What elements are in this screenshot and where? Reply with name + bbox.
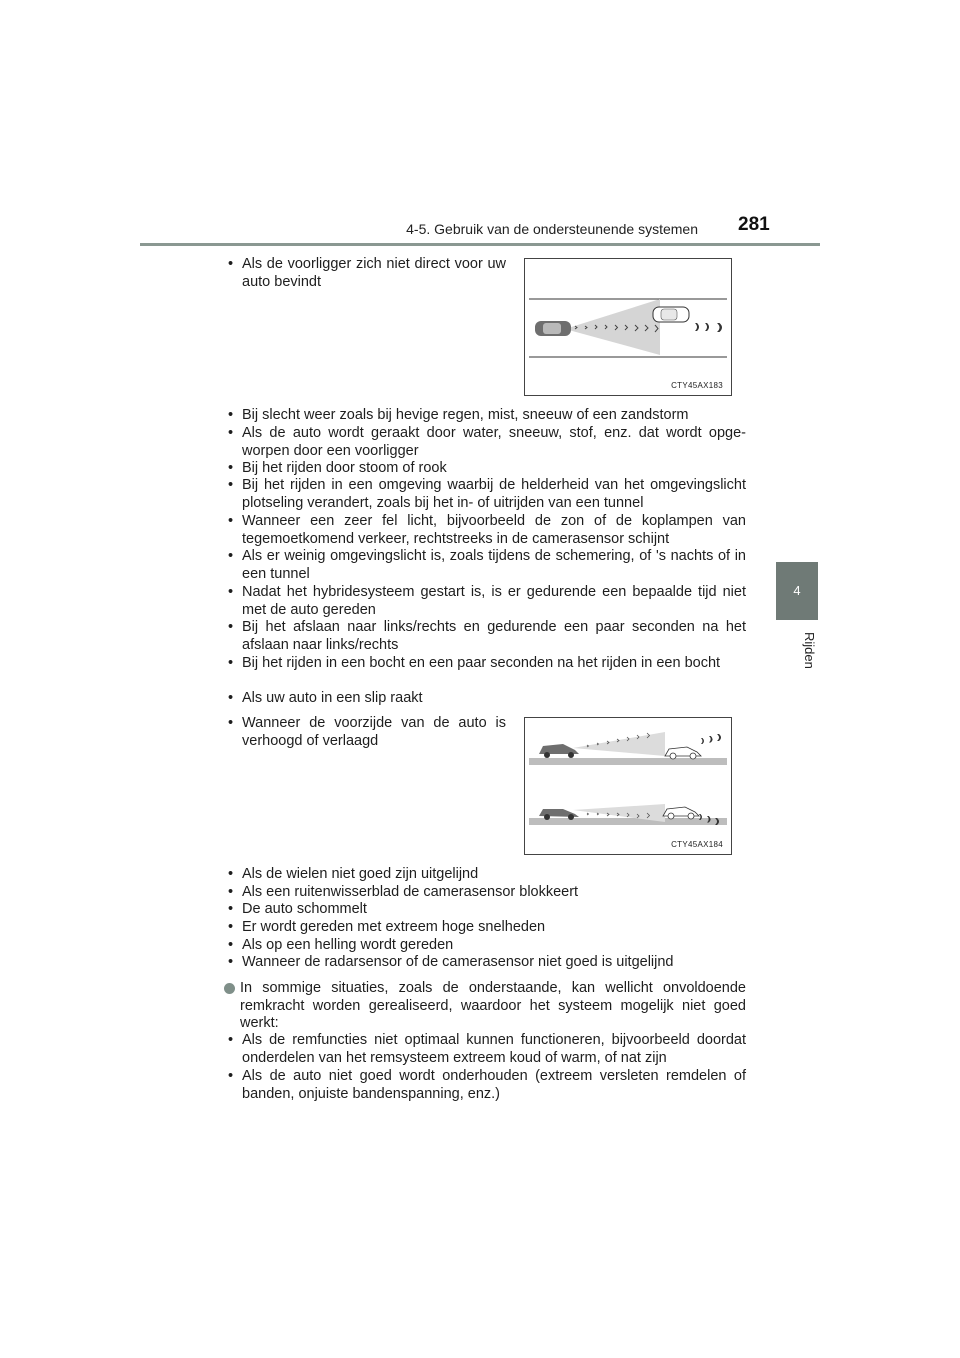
own-car-raised-icon	[539, 744, 579, 758]
figure-code: CTY45AX183	[671, 381, 723, 390]
list-item: • Als de wielen niet goed zijn uitgelijnd	[228, 866, 479, 882]
chapter-tab: 4	[776, 562, 818, 620]
list-item: • Als er weinig omgevingslicht is, zoals tijdens de schemering, of 's nachts of in een tunnel	[228, 548, 746, 582]
list-item: • Als de remfuncties niet optimaal kunnen functioneren, bijvoorbeeld doordat onderdelen van het remsysteem extreem koud of warm, of nat zijn	[228, 1032, 746, 1066]
list-item: • Als uw auto in een slip raakt	[228, 690, 423, 706]
list-item: • Als de auto niet goed wordt onderhouden (extreem versleten remdelen of banden, onjuiste bandenspanning, enz.)	[228, 1068, 746, 1102]
main-point: In sommige situaties, zoals de onderstaande, kan wellicht onvoldoende remkracht worden gerealiseerd, waardoor het systeem mogelijk niet goed werkt:	[224, 980, 746, 1033]
page-number: 281	[738, 214, 770, 235]
own-car-icon	[535, 321, 571, 336]
preceding-car-icon	[653, 307, 689, 322]
list-item: • Wanneer de voorzijde van de auto is verhoogd of verlaagd	[228, 715, 506, 749]
figure-vehicle-pitch	[524, 717, 732, 855]
preceding-car-bottom-icon	[663, 807, 699, 819]
offset-vehicle-illustration	[525, 259, 731, 395]
list-item: • Bij slecht weer zoals bij hevige regen, mist, sneeuw of een zandstorm	[228, 407, 689, 423]
list-item: • Als een ruitenwisserblad de camerasensor blokkeert	[228, 884, 579, 900]
vehicle-pitch-illustration	[525, 718, 731, 854]
chapter-label: Rijden	[802, 632, 817, 669]
list-item: • Wanneer de radarsensor of de camerasensor niet goed is uitgelijnd	[228, 954, 674, 970]
list-item: • Bij het rijden door stoom of rook	[228, 460, 447, 476]
list-item: • Als de voorligger zich niet direct voor uw auto bevindt	[228, 256, 506, 290]
bullet-dot: •	[228, 256, 234, 272]
figure-offset-vehicle	[524, 258, 732, 396]
list-item: • Bij het rijden in een omgeving waarbij de helderheid van het omgevingslicht plotseling verandert, zoals bij het in- of uitrijden van een tunnel	[228, 477, 746, 511]
preceding-car-top-icon	[665, 747, 701, 759]
list-item: • Bij het afslaan naar links/rechts en gedurende een paar seconden na het afslaan naar links/rechts	[228, 619, 746, 653]
section-title: 4-5. Gebruik van de ondersteunende systemen	[406, 221, 698, 237]
list-item: • Als de auto wordt geraakt door water, sneeuw, stof, enz. dat wordt opgeworpen door een voorligger	[228, 425, 746, 459]
header-rule	[140, 243, 820, 246]
list-item: • Wanneer een zeer fel licht, bijvoorbeeld de zon of de koplampen van tegemoetkomend verkeer, rechtstreeks in de camerasensor schijnt	[228, 513, 746, 547]
list-item: • Bij het rijden in een bocht en een paar seconden na het rijden in een bocht	[228, 655, 721, 671]
list-item: • Er wordt gereden met extreem hoge snelheden	[228, 919, 546, 935]
list-item: • Als op een helling wordt gereden	[228, 937, 454, 953]
list-item: • De auto schommelt	[228, 901, 367, 917]
figure-code: CTY45AX184	[671, 840, 723, 849]
list-item: • Nadat het hybridesysteem gestart is, is er gedurende een bepaalde tijd niet met de auto gereden	[228, 584, 746, 618]
main-bullet-marker	[224, 983, 235, 994]
